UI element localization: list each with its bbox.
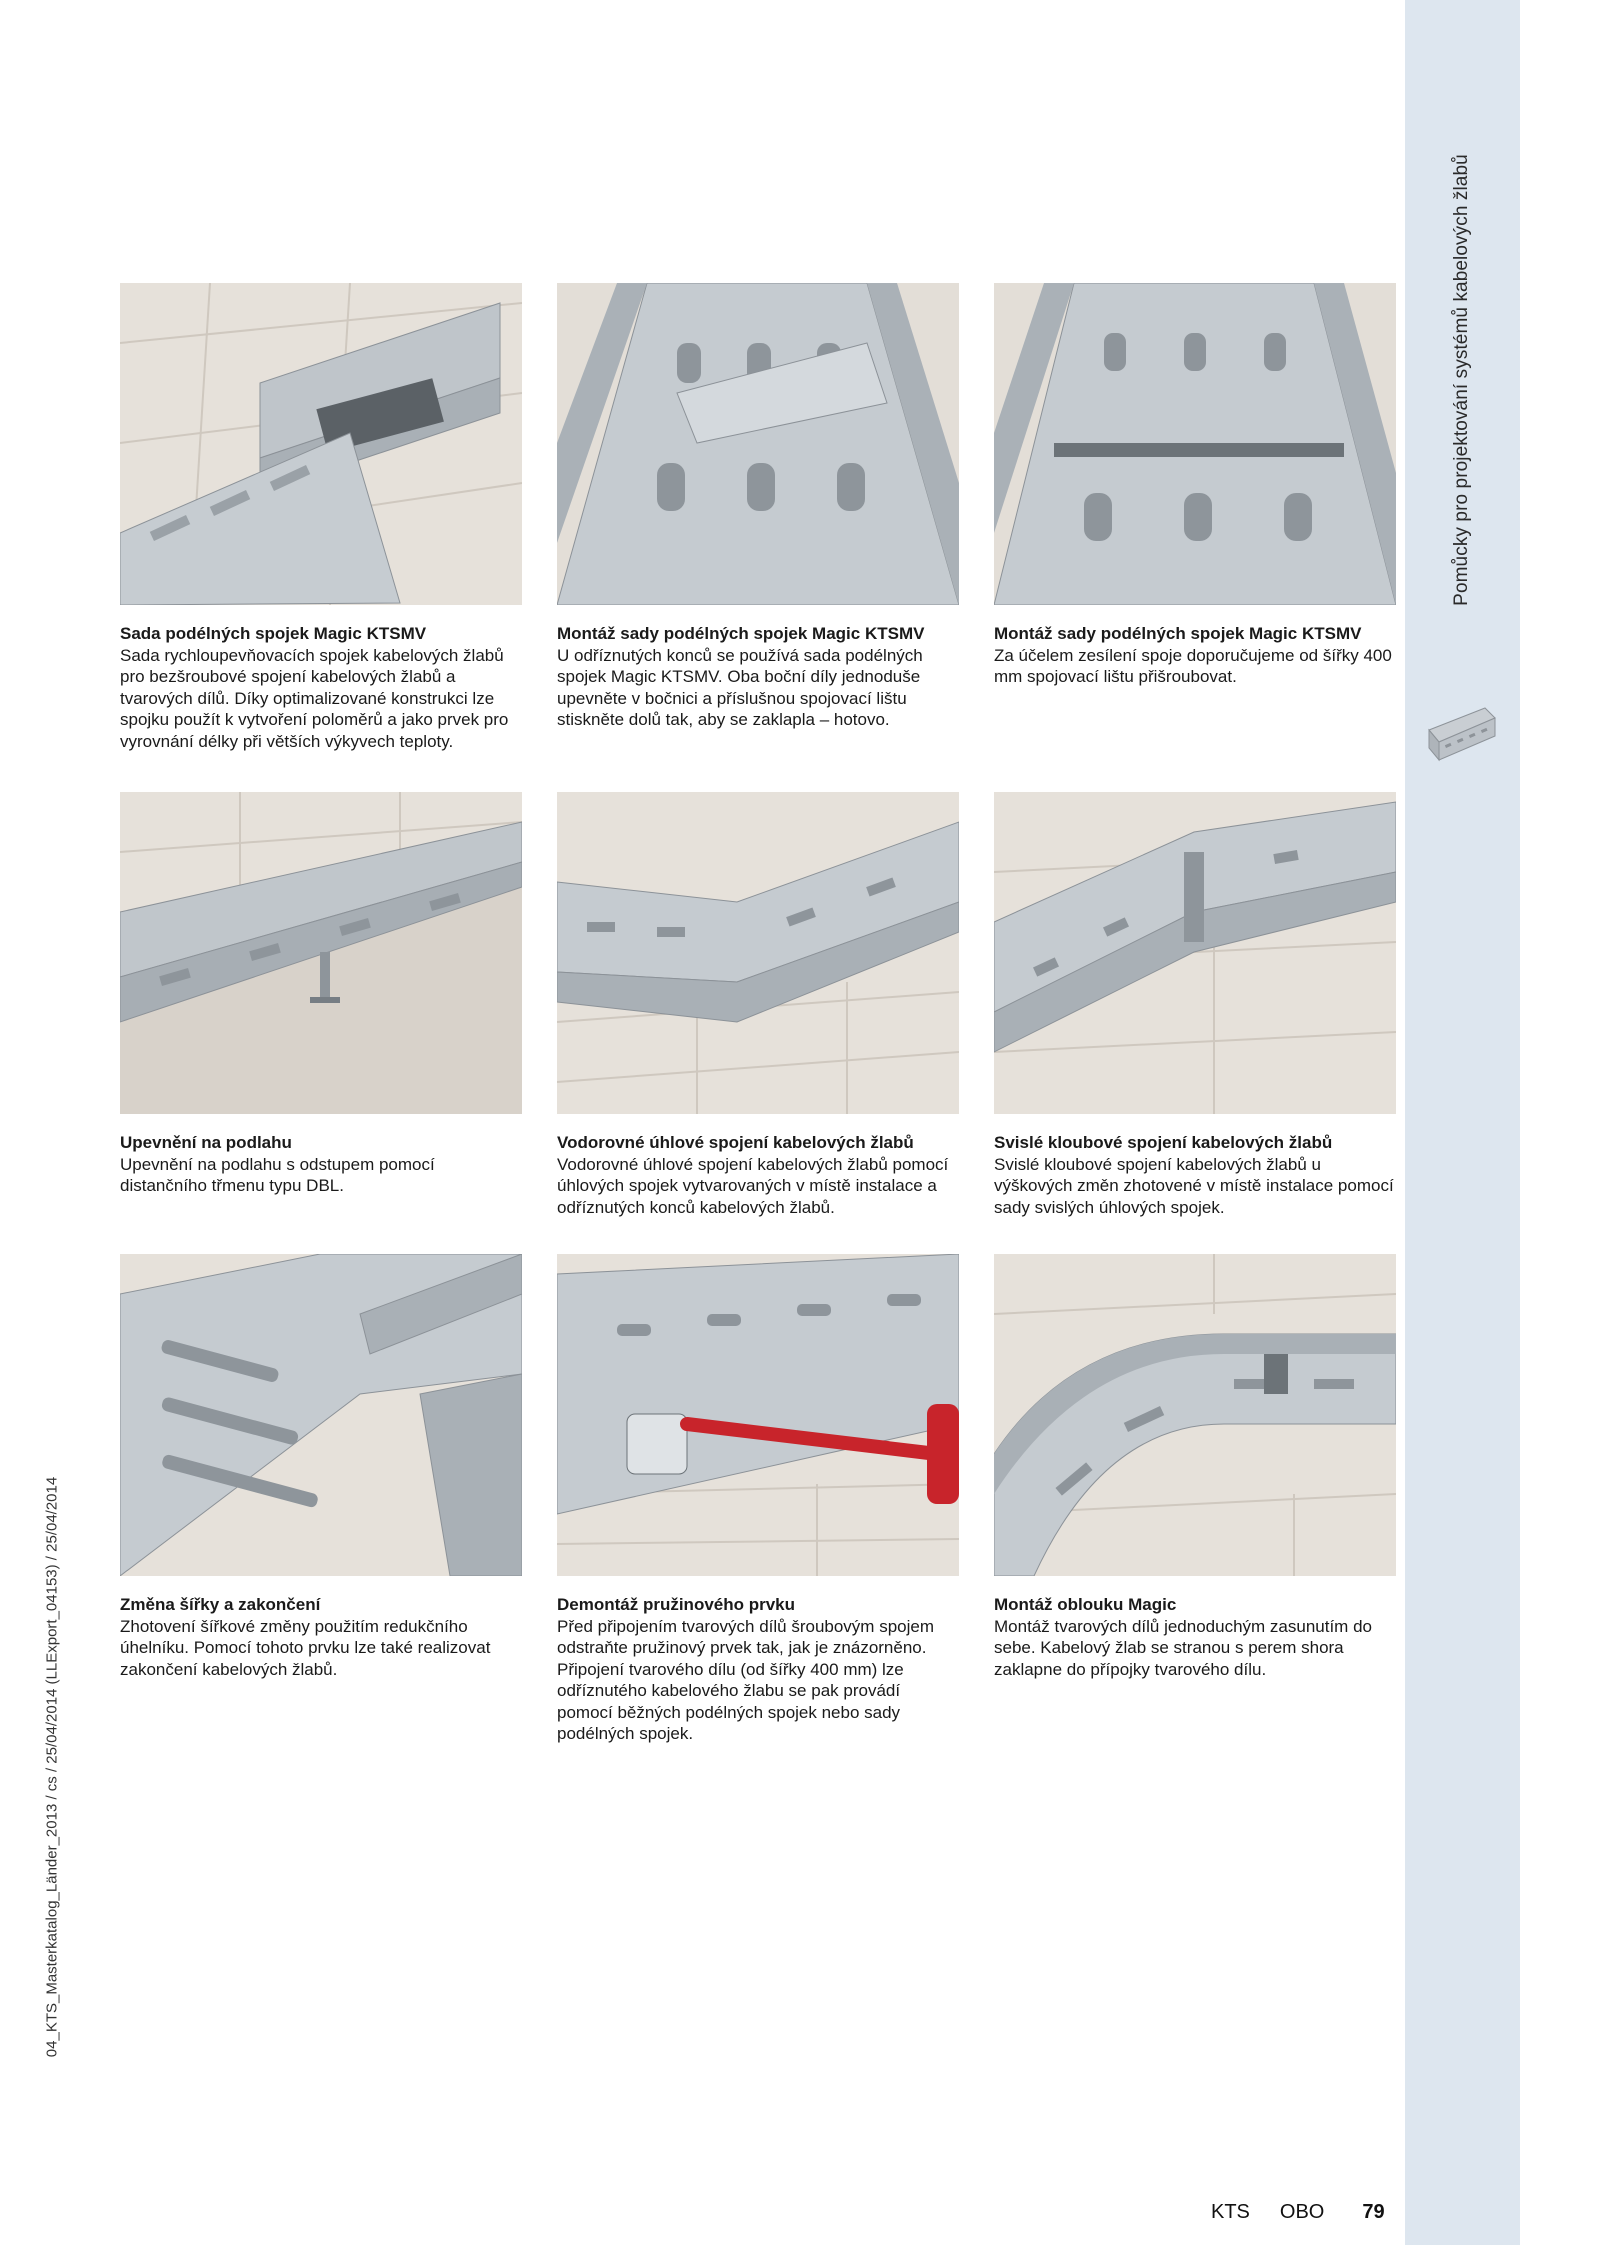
item-title: Montáž sady podélných spojek Magic KTSMV xyxy=(557,624,925,643)
item-title: Montáž oblouku Magic xyxy=(994,1595,1177,1614)
catalog-item xyxy=(557,283,959,731)
item-title: Demontáž pružinového prvku xyxy=(557,1595,796,1614)
item-description: Za účelem zesílení spoje doporučujeme od šířky 400 mm spojovací lištu přišroubovat. xyxy=(994,645,1392,686)
vertical-hinge-photo xyxy=(994,792,1396,1114)
section-title: Pomůcky pro projektování systémů kabelových žlabů xyxy=(1451,154,1472,606)
floor-mount-photo xyxy=(120,792,522,1114)
item-title: Vodorovné úhlové spojení kabelových žlabů xyxy=(557,1133,914,1152)
connector-set-photo xyxy=(120,283,522,605)
item-description: Upevnění na podlahu s odstupem pomocí distančního třmenu typu DBL. xyxy=(120,1154,435,1195)
catalog-item xyxy=(557,792,959,1218)
item-description: Před připojením tvarových dílů šroubovým spojem odstraňte pružinový prvek tak, jak je znázorněno. Připojení tvarového dílu (od šířky 400 mm) lze odříznutého kabelového žlabu se pak provádí pomocí běžných podélných spojek nebo sady podélných spojek. xyxy=(557,1616,934,1743)
catalog-item xyxy=(994,1254,1396,1680)
item-description: U odříznutých konců se používá sada podélných spojek Magic KTSMV. Oba boční díly jednoduše upevněte v bočnici a příslušnou spojovací lištu stiskněte dolů tak, aby se zaklapla – hotovo. xyxy=(557,645,923,729)
item-title: Upevnění na podlahu xyxy=(120,1133,292,1152)
item-description: Zhotovení šířkové změny použitím redukčního úhelníku. Pomocí tohoto prvku lze také realizovat zakončení kabelových žlabů. xyxy=(120,1616,491,1679)
catalog-item xyxy=(994,283,1396,688)
item-description: Sada rychloupevňovacích spojek kabelových žlabů pro bezšroubové spojení kabelových žlabů a tvarových dílů. Díky optimalizované konstrukci lze spojku použít k vytvoření poloměrů a jako prvek pro vyrovnání délky při větších výkyvech teploty. xyxy=(120,645,509,751)
item-title: Montáž sady podélných spojek Magic KTSMV xyxy=(994,624,1362,643)
item-title: Sada podélných spojek Magic KTSMV xyxy=(120,624,427,643)
item-description: Vodorovné úhlové spojení kabelových žlabů pomocí úhlových spojek vytvarovaných v místě instalace a odříznutých konců kabelových žlabů. xyxy=(557,1154,949,1217)
catalog-item xyxy=(120,283,522,752)
item-title: Svislé kloubové spojení kabelových žlabů xyxy=(994,1133,1333,1152)
connector-screwed-photo xyxy=(994,283,1396,605)
cable-tray-thumbnail-icon xyxy=(1425,700,1497,772)
page-number: 79 xyxy=(1362,2201,1385,2223)
brand-obo: OBO xyxy=(1279,2201,1325,2223)
item-description: Svislé kloubové spojení kabelových žlabů u výškových změn zhotovené v místě instalace pomocí sady svislých úhlových spojek. xyxy=(994,1154,1394,1217)
catalog-item xyxy=(557,1254,959,1745)
item-title: Změna šířky a zakončení xyxy=(120,1595,321,1614)
catalog-item xyxy=(120,1254,522,1680)
horizontal-angle-photo xyxy=(557,792,959,1114)
bend-install-photo xyxy=(994,1254,1396,1576)
spring-removal-photo xyxy=(557,1254,959,1576)
catalog-item xyxy=(994,792,1396,1218)
brand-kts: KTS xyxy=(1211,2201,1250,2223)
page-footer xyxy=(1211,2201,1385,2225)
connector-install-photo xyxy=(557,283,959,605)
item-description: Montáž tvarových dílů jednoduchým zasunutím do sebe. Kabelový žlab se stranou s perem shora zaklapne do přípojky tvarového dílu. xyxy=(994,1616,1372,1679)
document-meta-text: 04_KTS_Masterkatalog_Länder_2013 / cs / 25/04/2014 (LLExport_04153) / 25/04/2014 xyxy=(43,1476,61,2058)
width-change-photo xyxy=(120,1254,522,1576)
catalog-item xyxy=(120,792,522,1197)
